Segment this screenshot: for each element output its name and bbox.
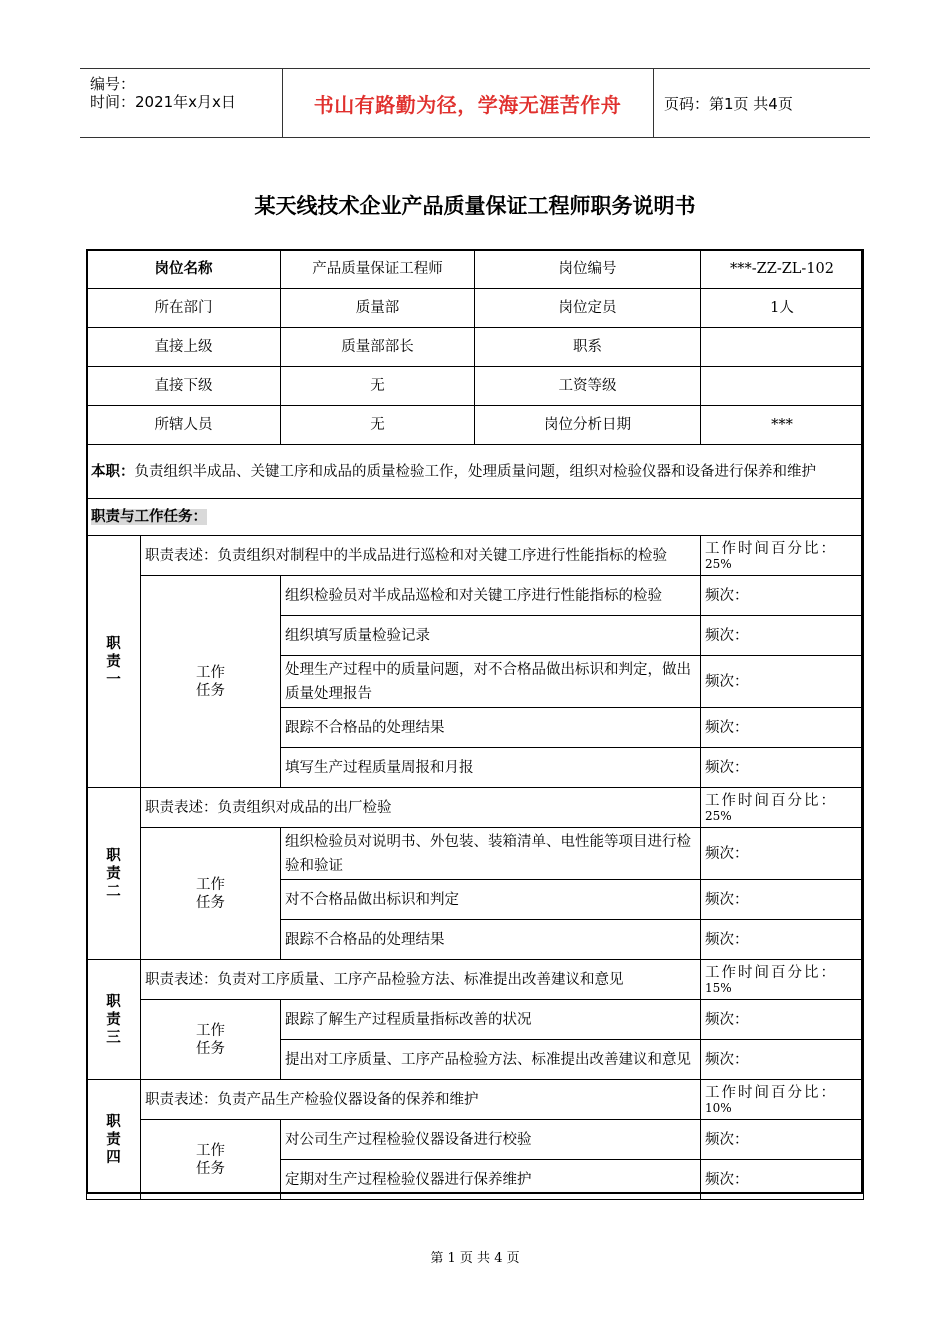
page-header <box>80 68 870 138</box>
task-label: 工作任务 <box>196 876 225 911</box>
info-label: 岗位分析日期 <box>475 406 701 445</box>
duty-description-row <box>87 536 864 576</box>
task-text: 跟踪不合格品的处理结果 <box>281 708 701 748</box>
duty-description-prefix: 职责表述： <box>145 547 218 564</box>
task-frequency: 频次： <box>701 1000 864 1040</box>
task-label-cell <box>141 1000 281 1080</box>
duty-label-char: 四 <box>106 1148 121 1166</box>
task-frequency: 频次： <box>701 920 864 960</box>
info-value: 质量部 <box>281 289 475 328</box>
task-text: 对公司生产过程检验仪器设备进行校验 <box>281 1120 701 1160</box>
core-duty-row <box>87 445 864 499</box>
task-frequency: 频次： <box>701 1040 864 1080</box>
task-label-cell <box>141 576 281 788</box>
duty-description-cell <box>141 960 701 1000</box>
duty-label-char: 责 <box>106 1130 121 1148</box>
task-text: 组织填写质量检验记录 <box>281 616 701 656</box>
duty-percentage-label: 工作时间百分比： <box>705 541 838 557</box>
info-row <box>87 289 864 328</box>
duty-description-cell <box>141 788 701 828</box>
info-label: 直接上级 <box>87 328 281 367</box>
info-value: 无 <box>281 406 475 445</box>
info-label: 所在部门 <box>87 289 281 328</box>
task-frequency: 频次： <box>701 880 864 920</box>
duty-label-text <box>97 1113 130 1167</box>
info-row <box>87 406 864 445</box>
duty-label <box>87 960 141 1080</box>
duty-description <box>145 1091 696 1109</box>
duty-label-char: 责 <box>106 1010 121 1028</box>
duty-label-char: 二 <box>106 882 121 900</box>
task-row <box>87 828 864 880</box>
info-value: ***-ZZ-ZL-102 <box>701 250 864 289</box>
duty-label <box>87 1080 141 1200</box>
duties-heading: 职责与工作任务： <box>91 509 207 525</box>
duty-percentage-cell <box>701 960 864 1000</box>
task-text: 组织检验员对半成品巡检和对关键工序进行性能指标的检验 <box>281 576 701 616</box>
duty-label-char: 一 <box>106 670 121 688</box>
duty-label-char: 职 <box>106 992 121 1010</box>
duty-label-char: 职 <box>106 846 121 864</box>
duty-description-prefix: 职责表述： <box>145 1091 218 1108</box>
info-value: 1人 <box>701 289 864 328</box>
duty-label-char: 责 <box>106 864 121 882</box>
task-text: 对不合格品做出标识和判定 <box>281 880 701 920</box>
task-label: 工作任务 <box>196 1142 225 1177</box>
info-value <box>701 328 864 367</box>
duty-label-text <box>97 635 130 689</box>
duty-description-cell <box>141 536 701 576</box>
duty-description <box>145 547 696 565</box>
header-page-cell <box>654 69 870 137</box>
info-row <box>87 328 864 367</box>
core-duty-text: 负责组织半成品、关键工序和成品的质量检验工作，处理质量问题，组织对检验仪器和设备进行保养和维护 <box>134 464 816 480</box>
task-frequency: 频次： <box>701 828 864 880</box>
info-label: 职系 <box>475 328 701 367</box>
task-frequency: 频次： <box>701 708 864 748</box>
task-frequency: 频次： <box>701 1120 864 1160</box>
duty-label-char: 三 <box>106 1028 121 1046</box>
duty-percentage-value: 15% <box>705 981 732 995</box>
document-time-label: 时间：2021年x月x日 <box>90 93 236 111</box>
task-frequency: 频次： <box>701 1160 864 1200</box>
core-duty-label: 本职： <box>91 464 135 480</box>
duty-description-row <box>87 788 864 828</box>
task-label-cell <box>141 828 281 960</box>
task-frequency: 频次： <box>701 656 864 708</box>
header-left-cell <box>80 69 283 137</box>
duty-description <box>145 971 696 989</box>
header-page-info: 页码：第1页 共4页 <box>664 94 793 113</box>
task-text: 提出对工序质量、工序产品检验方法、标准提出改善建议和意见 <box>281 1040 701 1080</box>
duties-heading-cell <box>87 499 864 536</box>
core-duty-cell <box>87 445 864 499</box>
info-label: 岗位编号 <box>475 250 701 289</box>
duty-description-text: 负责对工序质量、工序产品检验方法、标准提出改善建议和意见 <box>217 971 624 988</box>
info-label: 岗位定员 <box>475 289 701 328</box>
info-value: 质量部部长 <box>281 328 475 367</box>
duty-percentage-value: 10% <box>705 1101 732 1115</box>
task-row <box>87 1120 864 1160</box>
task-text: 跟踪不合格品的处理结果 <box>281 920 701 960</box>
job-description-table <box>86 249 864 1200</box>
task-frequency: 频次： <box>701 616 864 656</box>
header-motto: 书山有路勤为径，学海无涯苦作舟 <box>313 92 622 117</box>
duty-label-text <box>97 847 130 901</box>
duty-label <box>87 788 141 960</box>
duty-percentage-cell <box>701 536 864 576</box>
task-label: 工作任务 <box>196 664 225 699</box>
document-title: 某天线技术企业产品质量保证工程师职务说明书 <box>254 194 696 218</box>
duty-percentage-label: 工作时间百分比： <box>705 793 838 809</box>
info-row <box>87 250 864 289</box>
task-frequency: 频次： <box>701 576 864 616</box>
task-row <box>87 576 864 616</box>
info-value <box>701 367 864 406</box>
task-frequency: 频次： <box>701 748 864 788</box>
duty-label-char: 职 <box>106 634 121 652</box>
duty-description-prefix: 职责表述： <box>145 799 218 816</box>
duty-label <box>87 536 141 788</box>
duty-description-text: 负责产品生产检验仪器设备的保养和维护 <box>217 1091 479 1108</box>
duties-heading-row <box>87 499 864 536</box>
info-label: 所辖人员 <box>87 406 281 445</box>
duty-description-row <box>87 1080 864 1120</box>
duty-description-cell <box>141 1080 701 1120</box>
task-row <box>87 1000 864 1040</box>
task-label-cell <box>141 1120 281 1200</box>
duty-percentage-cell <box>701 788 864 828</box>
info-value: *** <box>701 406 864 445</box>
duty-description-text: 负责组织对成品的出厂检验 <box>217 799 392 816</box>
job-description-table-wrapper <box>86 249 863 1200</box>
duty-label-char: 责 <box>106 652 121 670</box>
duty-description-prefix: 职责表述： <box>145 971 218 988</box>
info-label: 工资等级 <box>475 367 701 406</box>
info-row <box>87 367 864 406</box>
task-text: 处理生产过程中的质量问题，对不合格品做出标识和判定，做出质量处理报告 <box>281 656 701 708</box>
info-label: 岗位名称 <box>87 250 281 289</box>
header-motto-cell <box>282 69 654 137</box>
document-number-label: 编号： <box>90 75 136 93</box>
task-text: 跟踪了解生产过程质量指标改善的状况 <box>281 1000 701 1040</box>
task-text: 定期对生产过程检验仪器进行保养维护 <box>281 1160 701 1200</box>
duty-label-char: 职 <box>106 1112 121 1130</box>
task-text: 填写生产过程质量周报和月报 <box>281 748 701 788</box>
duty-description <box>145 799 696 817</box>
duty-description-row <box>87 960 864 1000</box>
info-label: 直接下级 <box>87 367 281 406</box>
info-value: 产品质量保证工程师 <box>281 250 475 289</box>
duty-percentage-value: 25% <box>705 557 732 571</box>
duty-percentage-label: 工作时间百分比： <box>705 1085 838 1101</box>
info-value: 无 <box>281 367 475 406</box>
duty-percentage-cell <box>701 1080 864 1120</box>
duty-label-text <box>97 993 130 1047</box>
task-label: 工作任务 <box>196 1022 225 1057</box>
page-footer: 第 1 页 共 4 页 <box>430 1251 520 1266</box>
duty-percentage-label: 工作时间百分比： <box>705 965 838 981</box>
duty-percentage-value: 25% <box>705 809 732 823</box>
task-text: 组织检验员对说明书、外包装、装箱清单、电性能等项目进行检验和验证 <box>281 828 701 880</box>
duty-description-text: 负责组织对制程中的半成品进行巡检和对关键工序进行性能指标的检验 <box>217 547 667 564</box>
